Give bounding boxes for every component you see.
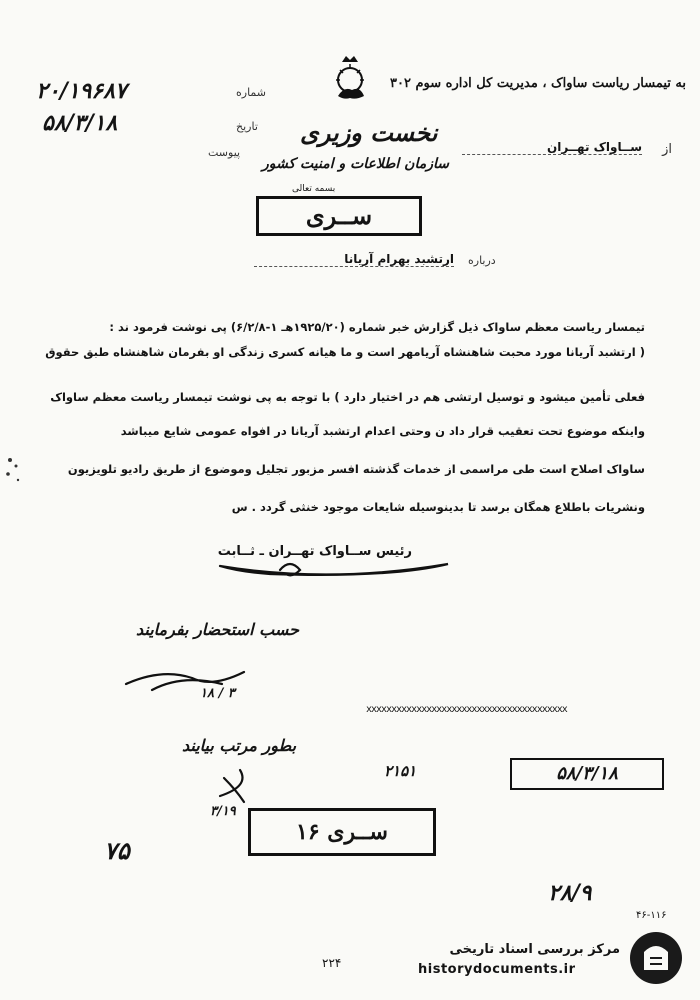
body-line-3: فعلی تأمین میشود و توسیل ارتشی هم در اختیار دارد ) با توجه به پی نوشت تیمسار ریاست معظم ساواک — [50, 390, 645, 404]
handwritten-number: ۲۱۵۱ — [384, 762, 417, 780]
body-line-6: ونشریات باطلاع همگان برسد تا بدینوسیله شایعات موجود خنثی گردد . س — [231, 500, 645, 514]
sender-value: ســاواک تهــران — [462, 140, 642, 155]
classification-box — [256, 196, 422, 236]
handwritten-note-2: بطور مرتب بیایند — [182, 736, 297, 755]
recipient-line: به تیمسار ریاست ساواک ، مدیریت کل اداره سوم ۳۰۲ — [389, 76, 686, 91]
date-value: ۵۸/۳/۱۸ — [42, 110, 118, 136]
watermark-url: historydocuments.ir — [418, 962, 576, 977]
bottom-number: ۲۸/۹ — [548, 880, 592, 906]
registration-box-label: ســری ۱۶ — [296, 819, 388, 845]
body-line-1: تیمسار ریاست معظم ساواک ذیل گزارش خبر شماره (۱۹۲۵/۲۰هـ ۱-۶/۲/۸) پی نوشت فرمود ند : — [109, 320, 645, 334]
margin-number: ۷۵ — [104, 836, 130, 865]
ministry-title: نخست وزیری — [300, 118, 438, 147]
number-value: ۲۰/۱۹۶۸۷ — [36, 78, 127, 104]
watermark-name: مرکز بررسی اسناد تاریخی — [449, 942, 620, 957]
body-line-5: ساواک اصلاح است طی مراسمی از خدمات گذشته افسر مزبور تجلیل وموضوع از طریق رادیو تلویزیون — [67, 462, 645, 476]
subject-label: درباره — [468, 254, 496, 267]
classification-label: ســری — [305, 201, 373, 230]
body-line-4: واینکه موضوع تحت تعقیب قرار داد ن وحتی اعدام ارتشبد آریانا در افواه عمومی شایع میباشد — [120, 424, 645, 438]
organization-title: سازمان اطلاعات و امنیت کشور — [262, 156, 449, 172]
attachment-label: پیوست — [208, 146, 241, 159]
handwritten-note-1: حسب استحضار بفرمایند — [136, 620, 299, 639]
crossed-out-text: xxxxxxxxxxxxxxxxxxxxxxxxxxxxxxxxxxxxxxxx — [366, 704, 567, 715]
note-2-date: ۳/۱۹ — [210, 804, 236, 819]
sender-label: از — [662, 142, 672, 157]
reference-code: ۴۶-۱۱۶ — [636, 910, 667, 921]
note-1-date: ۱۸ / ۳ — [200, 686, 235, 701]
signature-loop — [210, 548, 460, 584]
lion-and-sun-emblem — [326, 52, 374, 104]
number-label: شماره — [236, 86, 267, 99]
date-label: تاریخ — [236, 120, 258, 133]
ink-smudge — [0, 440, 28, 500]
page-number: ۲۲۴ — [322, 956, 342, 970]
received-date: ۵۸/۳/۱۸ — [556, 763, 618, 784]
subject-value: ارتشبد بهرام آریانا — [254, 252, 454, 267]
signature-stamp-text: رئیس ســاواک تهــران ـ ثــابت — [217, 544, 412, 559]
registration-box — [248, 808, 436, 856]
body-line-2: ( ارتشبد آریانا مورد محبت شاهنشاه آریامهر است و ما هیانه کسری زندگی او بفرمان شاهنشاه طبق حقوق — [45, 345, 645, 359]
classification-note: بسمه تعالی — [292, 184, 336, 194]
archive-logo-icon — [628, 930, 684, 986]
received-date-box — [510, 758, 664, 790]
scribble-2 — [180, 766, 260, 806]
